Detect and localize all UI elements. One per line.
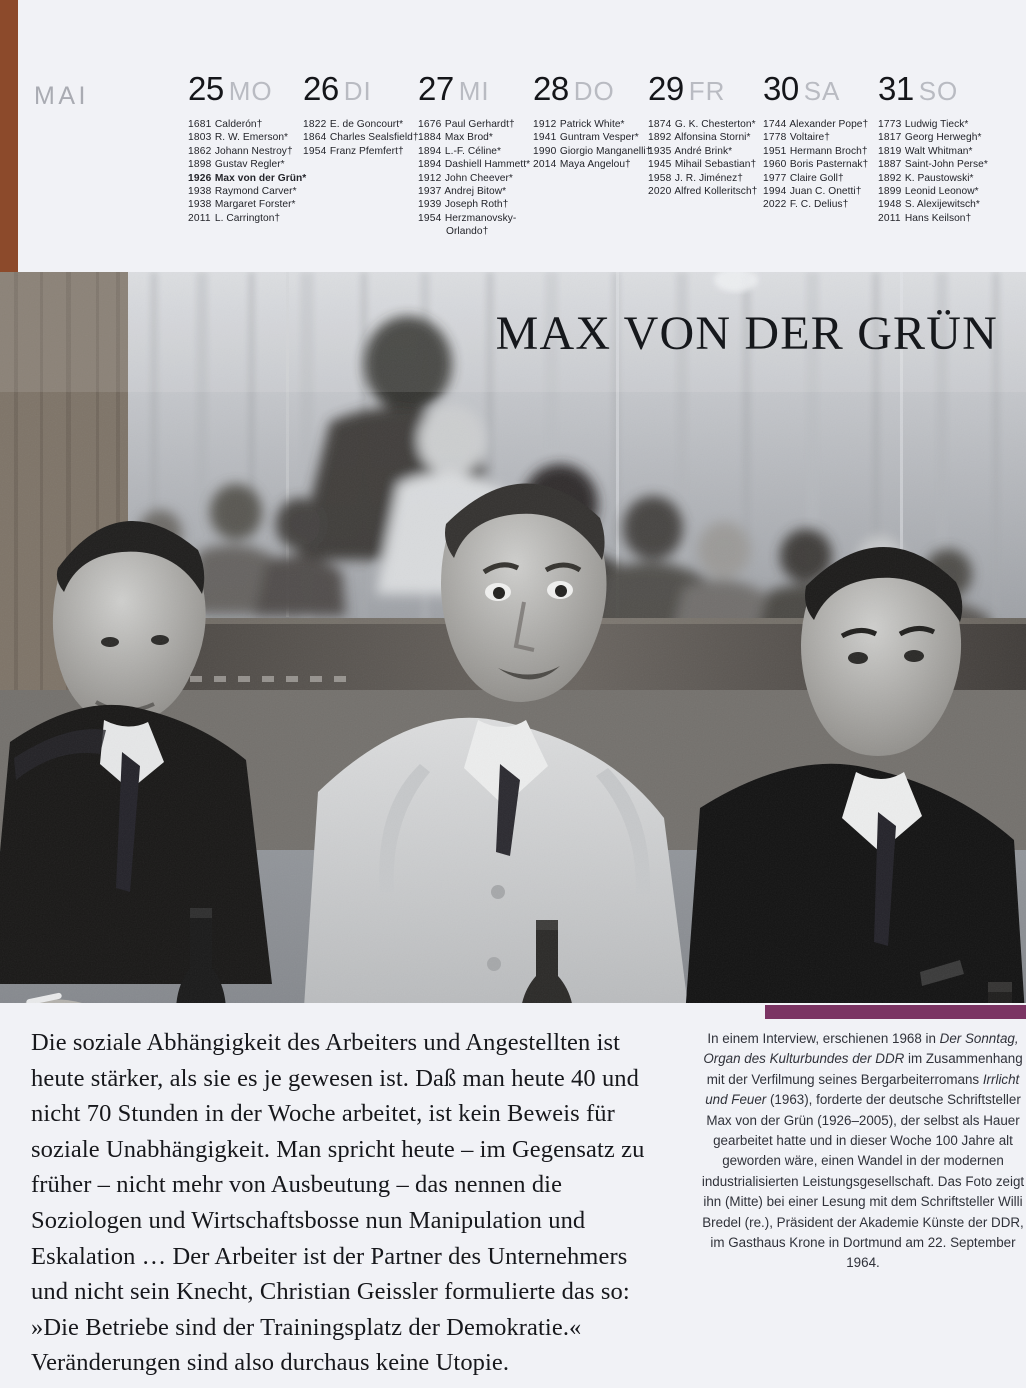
day-header: [188, 72, 303, 105]
entry-year: 1894: [418, 159, 442, 171]
entry-year: 1951: [763, 145, 787, 157]
day-entry: [418, 212, 533, 239]
entry-year: 1977: [763, 172, 787, 184]
entry-year: 1822: [303, 119, 327, 130]
entry-year: 1954: [418, 212, 442, 224]
entry-name: L.-F. Céline*: [444, 145, 502, 157]
entry-name: Charles Sealsfield†: [329, 132, 419, 144]
photo-caption: [700, 1029, 1026, 1274]
day-header: [878, 72, 993, 105]
entry-year: 1778: [763, 132, 787, 144]
day-entry: [188, 172, 307, 185]
entry-year: 1994: [763, 186, 787, 198]
day-weekday: SO: [918, 76, 959, 106]
entry-name: Hans Keilson†: [904, 212, 972, 224]
entry-name: F. C. Delius†: [789, 199, 849, 211]
photograph: [0, 272, 1026, 1003]
entry-year: 1744: [763, 119, 787, 130]
entry-year: 1874: [648, 119, 672, 130]
entry-name: Guntram Vesper*: [559, 132, 639, 144]
day-number: 29: [648, 70, 684, 107]
entry-year: 1990: [533, 145, 557, 157]
day-entry: [648, 172, 763, 185]
entry-name: Giorgio Manganelli†: [559, 145, 652, 157]
entry-name: Hermann Broch†: [789, 145, 868, 157]
day-entry: [648, 118, 763, 131]
day-entry-list: [763, 118, 878, 212]
day-number: 25: [188, 70, 224, 107]
entry-name: Raymond Carver*: [214, 186, 297, 198]
entry-year: 1941: [533, 132, 557, 144]
entry-name: Alfonsina Storni*: [674, 132, 751, 144]
caption-part-3: (1963), forderte der deutsche Schriftsteller Max von der Grün (1926–2005), der selbst als Hauer gearbeitet hatte und in dieser Woche 100 Jahre alt geworden wäre, einen Wandel in der modernen industrialisierten Leistungsgesellschaft. Das Foto zeigt ihn (Mitte) bei einer Lesung mit dem Schriftsteller Willi Bredel (re.), Präsident der Akademie Künste der DDR, im Gasthaus Krone in Dortmund am 22. September 1964.: [701, 1092, 1025, 1271]
entry-year: 1864: [303, 132, 327, 144]
entry-year: 1935: [648, 145, 672, 157]
day-columns: [188, 72, 1024, 239]
day-number: 28: [533, 70, 569, 107]
entry-name: André Brink*: [674, 145, 733, 157]
day-entry: [648, 145, 763, 158]
entry-year: 1887: [878, 159, 902, 171]
entry-year: 1676: [418, 119, 442, 130]
month-label: MAI: [34, 82, 89, 110]
day-entry: [878, 145, 993, 158]
entry-year: 1938: [188, 186, 212, 198]
day-header: [303, 72, 418, 105]
entry-name: Mihail Sebastian†: [674, 159, 757, 171]
entry-name: L. Carrington†: [214, 212, 281, 224]
entry-year: 1926: [188, 172, 212, 184]
entry-name: Walt Whitman*: [904, 145, 973, 157]
entry-year: 2022: [763, 199, 787, 211]
entry-name: Margaret Forster*: [214, 199, 296, 211]
day-column-27: [418, 72, 533, 239]
day-weekday: FR: [688, 76, 726, 106]
entry-year: 2011: [878, 212, 901, 224]
day-entry: [418, 118, 533, 131]
day-entry-list: [648, 118, 763, 198]
caption-italic-2: Irrlicht und Feuer: [705, 1071, 1020, 1108]
entry-name: Joseph Roth†: [444, 199, 509, 211]
day-number: 31: [878, 70, 914, 107]
entry-year: 1898: [188, 159, 212, 171]
caption-part-1: In einem Interview, erschienen 1968 in: [707, 1031, 940, 1046]
day-entry: [188, 118, 303, 131]
day-entry: [303, 118, 418, 131]
entry-name: Ludwig Tieck*: [904, 119, 969, 130]
day-entry-list: [533, 118, 652, 172]
day-header: [418, 72, 533, 105]
day-entry: [418, 158, 533, 171]
entry-year: 1894: [418, 145, 442, 157]
entry-year: 1819: [878, 145, 902, 157]
day-header: [763, 72, 878, 105]
day-entry: [188, 198, 303, 211]
entry-name: E. de Goncourt*: [329, 119, 404, 130]
day-entry: [303, 131, 418, 144]
day-entry: [188, 145, 303, 158]
day-column-25: [188, 70, 307, 225]
caption-part-2: im Zusammenhang mit der Verfilmung seines Bergarbeiterromans: [706, 1051, 1023, 1087]
entry-year: 1899: [878, 186, 902, 198]
entry-name: Johann Nestroy†: [214, 145, 293, 157]
day-entry-list: [878, 118, 993, 225]
entry-name-continuation: Orlando†: [446, 226, 489, 238]
entry-year: 1912: [418, 172, 442, 184]
entry-year: 1938: [188, 199, 212, 211]
day-entry: [763, 145, 878, 158]
entry-name: Boris Pasternak†: [789, 159, 869, 171]
day-entry: [533, 131, 648, 144]
entry-name: Maya Angelou†: [559, 159, 631, 171]
entry-name: Voltaire†: [789, 132, 830, 144]
entry-name: Calderón†: [214, 119, 263, 130]
day-column-31: [878, 72, 993, 225]
photograph-illustration: [0, 272, 1026, 1003]
day-header: [648, 72, 763, 105]
entry-name: Gustav Regler*: [214, 159, 285, 171]
entry-year: 1945: [648, 159, 672, 171]
entry-year: 1948: [878, 199, 902, 211]
entry-name: Max von der Grün*: [214, 172, 307, 184]
day-entry: [418, 172, 533, 185]
entry-name: J. R. Jiménez†: [674, 172, 743, 184]
entry-year: 2020: [648, 186, 672, 198]
day-entry: [533, 158, 648, 171]
entry-name: R. W. Emerson*: [214, 132, 289, 144]
entry-name: Alexander Pope†: [789, 119, 869, 130]
entry-name: K. Paustowski*: [904, 172, 974, 184]
entry-year: 1892: [648, 132, 672, 144]
day-number: 30: [763, 70, 799, 107]
day-entry: [763, 185, 878, 198]
day-entry: [648, 158, 763, 171]
day-entry: [878, 158, 993, 171]
day-entry-list: [188, 118, 307, 225]
day-number: 26: [303, 70, 339, 107]
entry-name: Andrej Bitow*: [444, 186, 507, 198]
quote-text: Die soziale Abhängigkeit des Arbeiters und Angestellten ist heute stärker, als sie es je gewesen ist. Daß man heute 40 und nicht 70 Stunden in der Woche arbeitet, ist kein Beweis für soziale Unabhängigkeit. Man spricht heute – im Gegensatz zu früher – nicht mehr von Ausbeutung – das nennen die Soziologen und Wirtschaftsbosse nun Manipulation und Eskalation … Der Arbeiter ist der Partner des Unternehmers und nicht sein Knecht, Christian Geissler formulierte das so: »Die Betriebe sind der Trainingsplatz der Demokratie.« Veränderungen sind also durchaus keine Utopie.: [31, 1029, 645, 1377]
entry-name: Leonid Leonow*: [904, 186, 979, 198]
day-entry: [188, 185, 303, 198]
day-entry: [188, 131, 303, 144]
day-entry: [763, 158, 878, 171]
entry-year: 1939: [418, 199, 442, 211]
entry-name: G. K. Chesterton*: [674, 119, 756, 130]
entry-year: 1912: [533, 119, 557, 130]
entry-name: Franz Pfemfert†: [329, 145, 404, 157]
entry-name: Saint-John Perse*: [904, 159, 988, 171]
entry-year: 1803: [188, 132, 212, 144]
day-weekday: DO: [573, 76, 615, 106]
entry-year: 1958: [648, 172, 672, 184]
day-entry: [648, 185, 763, 198]
day-entry-list: [303, 118, 418, 158]
day-entry: [878, 198, 993, 211]
entry-name: Paul Gerhardt†: [444, 119, 515, 130]
entry-year: 1884: [418, 132, 442, 144]
entry-name: Alfred Kolleritsch†: [674, 186, 758, 198]
day-weekday: MO: [228, 76, 273, 106]
caption-italic-1: Der Sonntag, Organ des Kulturbundes der DDR: [703, 1031, 1019, 1067]
entry-year: 2014: [533, 159, 557, 171]
day-entry: [418, 198, 533, 211]
day-weekday: MI: [458, 76, 490, 106]
day-entry: [418, 185, 533, 198]
day-entry: [188, 158, 303, 171]
entry-year: 1681: [188, 119, 212, 130]
photo-title: MAX VON DER GRÜN: [495, 307, 998, 360]
entry-year: 1892: [878, 172, 902, 184]
entry-name: Juan C. Onetti†: [789, 186, 862, 198]
day-entry: [763, 198, 878, 211]
day-entry: [878, 172, 993, 185]
day-entry-list: [418, 118, 533, 239]
day-entry: [878, 212, 993, 225]
brown-spine-bar: [0, 0, 18, 272]
entry-year: 1960: [763, 159, 787, 171]
entry-name: Max Brod*: [444, 132, 493, 144]
entry-name: Georg Herwegh*: [904, 132, 982, 144]
day-entry: [763, 131, 878, 144]
entry-name: Herzmanovsky-: [444, 212, 517, 224]
entry-name: Claire Goll†: [789, 172, 844, 184]
entry-year: 1937: [418, 186, 442, 198]
day-header: [533, 72, 648, 105]
day-column-29: [648, 72, 763, 198]
day-entry: [878, 185, 993, 198]
entry-year: 1954: [303, 145, 327, 157]
entry-year: 2011: [188, 212, 211, 224]
day-entry: [533, 118, 648, 131]
day-column-26: [303, 72, 418, 158]
day-entry: [648, 131, 763, 144]
day-entry: [878, 131, 993, 144]
purple-accent-bar: [765, 1005, 1026, 1019]
entry-year: 1817: [878, 132, 902, 144]
entry-name: Patrick White*: [559, 119, 625, 130]
day-weekday: DI: [343, 76, 372, 106]
calendar-band: [0, 0, 1026, 272]
day-entry: [303, 145, 418, 158]
day-number: 27: [418, 70, 454, 107]
day-entry: [188, 212, 303, 225]
entry-name: Dashiell Hammett*: [444, 159, 531, 171]
entry-year: 1862: [188, 145, 212, 157]
day-entry: [418, 131, 533, 144]
day-entry: [763, 118, 878, 131]
entry-name: John Cheever*: [444, 172, 513, 184]
day-column-28: [533, 70, 652, 172]
day-entry: [418, 145, 533, 158]
entry-year: 1773: [878, 119, 902, 130]
day-entry: [878, 118, 993, 131]
entry-name: S. Alexijewitsch*: [904, 199, 980, 211]
day-entry: [533, 145, 652, 158]
day-weekday: SA: [803, 76, 841, 106]
day-column-30: [763, 72, 878, 212]
day-entry: [763, 172, 878, 185]
